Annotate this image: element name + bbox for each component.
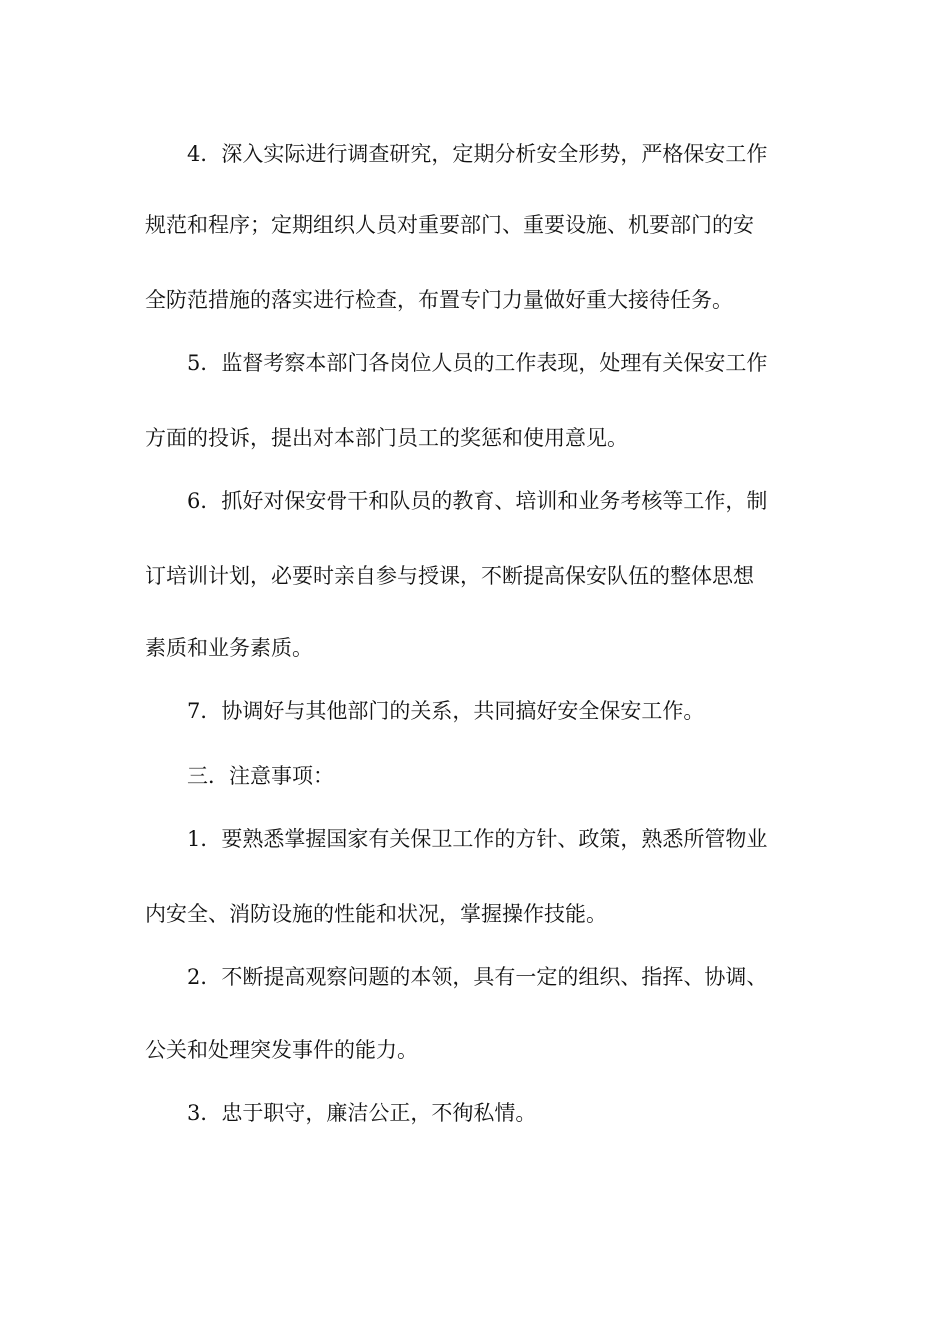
text-line-note3: 3．忠于职守，廉洁公正，不徇私情。	[187, 1101, 537, 1125]
text-line-note1-start: 1．要熟悉掌握国家有关保卫工作的方针、政策，熟悉所管物业	[187, 827, 768, 851]
text-line-note1-cont1: 内安全、消防设施的性能和状况，掌握操作技能。	[145, 902, 607, 926]
text-line-item5-start: 5．监督考察本部门各岗位人员的工作表现，处理有关保安工作	[187, 351, 768, 375]
text-line-item6-cont1: 订培训计划，必要时亲自参与授课，不断提高保安队伍的整体思想	[145, 564, 754, 588]
text-line-item4-start: 4．深入实际进行调查研究，定期分析安全形势，严格保安工作	[187, 142, 768, 166]
text-line-note2-start: 2．不断提高观察问题的本领，具有一定的组织、指挥、协调、	[187, 965, 768, 989]
text-line-item4-cont2: 全防范措施的落实进行检查，布置专门力量做好重大接待任务。	[145, 288, 733, 312]
text-line-item5-cont1: 方面的投诉，提出对本部门员工的奖惩和使用意见。	[145, 426, 628, 450]
text-line-item6-start: 6．抓好对保安骨干和队员的教育、培训和业务考核等工作，制	[187, 489, 768, 513]
text-line-item6-cont2: 素质和业务素质。	[145, 636, 313, 660]
text-line-note2-cont1: 公关和处理突发事件的能力。	[145, 1038, 418, 1062]
text-line-item4-cont1: 规范和程序；定期组织人员对重要部门、重要设施、机要部门的安	[145, 213, 754, 237]
text-line-item7: 7．协调好与其他部门的关系，共同搞好安全保安工作。	[187, 699, 705, 723]
section-heading-notes: 三．注意事项：	[187, 764, 334, 788]
